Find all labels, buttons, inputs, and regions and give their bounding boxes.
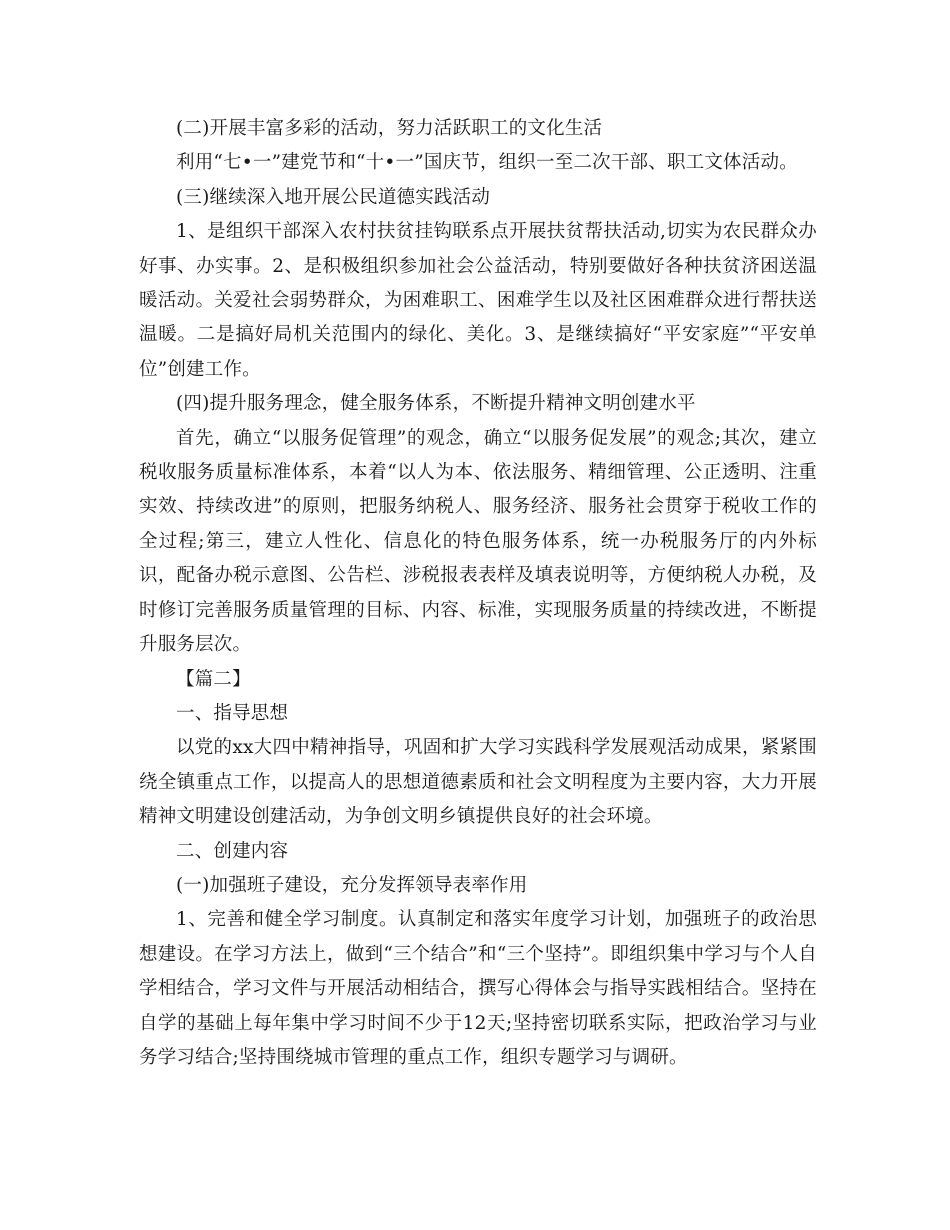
section-heading: 二、创建内容 — [176, 840, 289, 862]
section-heading: 一、指导思想 — [176, 702, 289, 724]
body-paragraph: 1、是组织干部深入农村扶贫挂钩联系点开展扶贫帮扶活动,切实为农民群众办好事、办实事。2、是积极组织参加社会公益活动，特别要做好各种扶贫济困送温暖活动。关爱社会弱势群众，为困难职工、困难学生以及社区困难群众进行帮扶送温暖。二是搞好局机关范围内的绿化、美化。3、是继续搞好“平安家庭”“平安单位”创建工作。 — [139, 221, 817, 380]
section-heading: (二)开展丰富多彩的活动，努力活跃职工的文化生活 — [176, 118, 603, 139]
section-heading: (一)加强班子建设，充分发挥领导表率作用 — [176, 874, 528, 896]
document-page — [139, 112, 817, 1075]
section-heading: (四)提升服务理念，健全服务体系，不断提升精神文明创建水平 — [176, 393, 696, 415]
body-paragraph: 1、完善和健全学习制度。认真制定和落实年度学习计划，加强班子的政治思想建设。在学习方法上，做到“三个结合”和“三个坚持”。即组织集中学习与个人自学相结合，学习文件与开展活动相结合，撰写心得体会与指导实践相结合。坚持在自学的基础上每年集中学习时间不少于12天;坚持密切联系实际，把政治学习与业务学习结合;坚持围绕城市管理的重点工作，组织专题学习与调研。 — [139, 909, 817, 1068]
body-paragraph: 首先，确立“以服务促管理”的观念，确立“以服务促发展”的观念;其次，建立税收服务质量标准体系，本着“以人为本、依法服务、精细管理、公正透明、注重实效、持续改进”的原则，把服务纳税人、服务经济、服务社会贯穿于税收工作的全过程;第三，建立人性化、信息化的特色服务体系，统一办税服务厅的内外标识，配备办税示意图、公告栏、涉税报表表样及填表说明等，方便纳税人办税，及时修订完善服务质量管理的目标、内容、标准，实现服务质量的持续改进，不断提升服务层次。 — [139, 427, 817, 656]
body-paragraph: 利用“七•一”建党节和“十•一”国庆节，组织一至二次干部、职工文体活动。 — [176, 152, 798, 174]
part-title: 【篇二】 — [176, 668, 251, 690]
body-paragraph: 以党的xx大四中精神指导，巩固和扩大学习实践科学发展观活动成果，紧紧围绕全镇重点工作，以提高人的思想道德素质和社会文明程度为主要内容，大力开展精神文明建设创建活动，为争创文明乡镇提供良好的社会环境。 — [139, 737, 817, 828]
section-heading: (三)继续深入地开展公民道德实践活动 — [176, 186, 491, 208]
